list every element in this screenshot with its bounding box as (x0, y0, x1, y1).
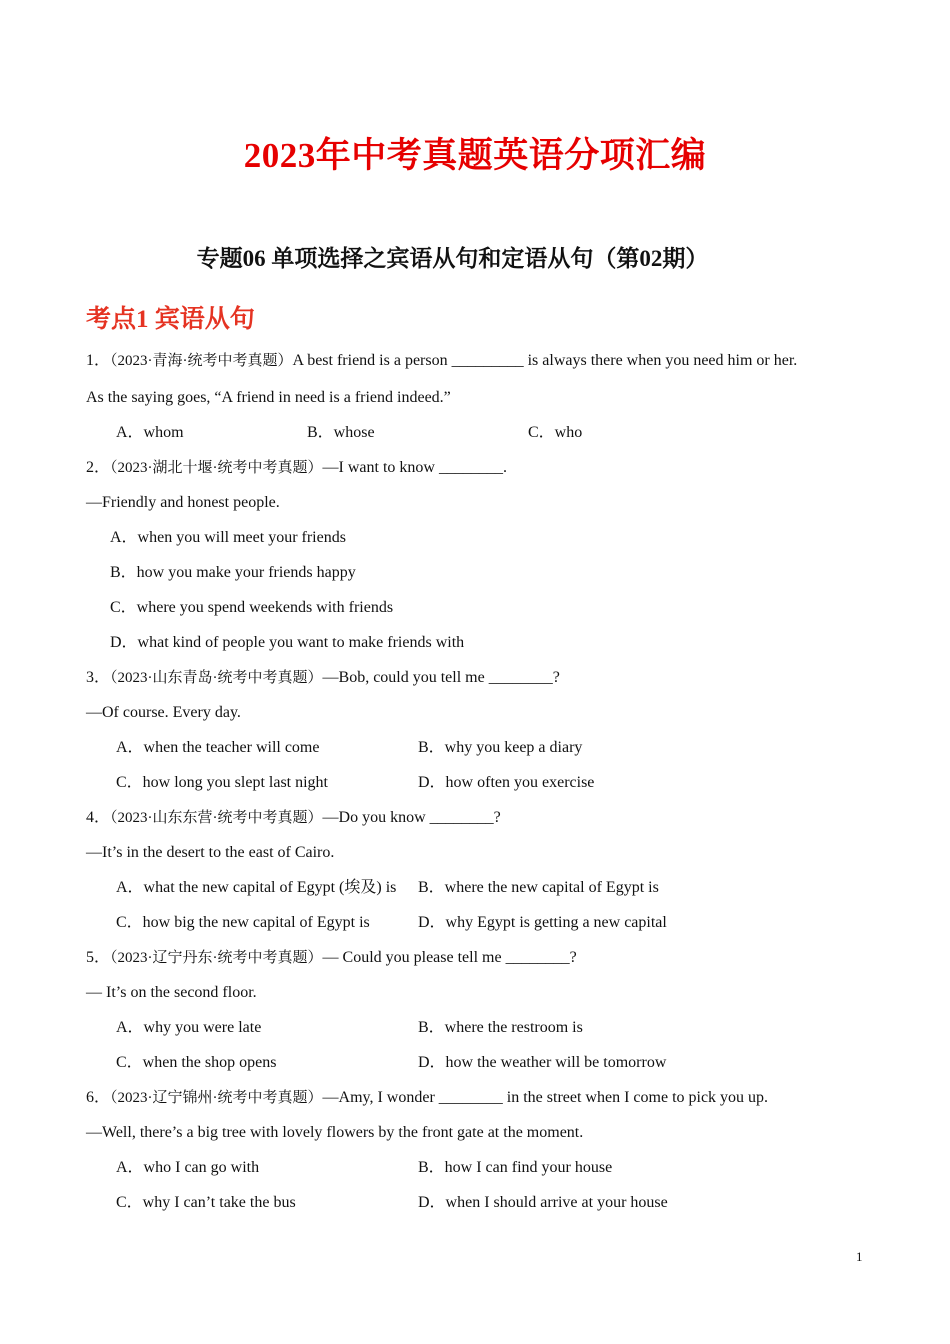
option-2b: B．how you make your friends happy (110, 564, 356, 581)
document-title: 2023年中考真题英语分项汇编 (243, 136, 707, 175)
document-subtitle: 专题06 单项选择之宾语从句和定语从句（第02期） (196, 246, 709, 271)
option-6a: A．who I can go with (116, 1159, 260, 1176)
option-5c: C．when the shop opens (116, 1054, 277, 1071)
option-4c: C．how big the new capital of Egypt is (116, 914, 370, 931)
question-5-line2: — It’s on the second floor. (86, 984, 257, 1001)
section-heading: 考点1 宾语从句 (86, 306, 255, 333)
question-2: 2．（2023·湖北十堰·统考中考真题）—I want to know ________. (86, 459, 507, 476)
page-number: 1 (856, 1249, 863, 1264)
option-4a: A．what the new capital of Egypt (埃及) is (116, 879, 397, 896)
question-4-line2: —It’s in the desert to the east of Cairo. (86, 844, 335, 861)
question-3-line2: —Of course. Every day. (86, 704, 241, 721)
option-6b: B．how I can find your house (418, 1159, 613, 1176)
option-4b: B．where the new capital of Egypt is (418, 879, 659, 896)
option-5a: A．why you were late (116, 1019, 262, 1036)
option-1b: B．whose (307, 424, 375, 441)
option-6c: C．why I can’t take the bus (116, 1194, 296, 1211)
option-6d: D．when I should arrive at your house (418, 1194, 668, 1211)
question-3: 3．（2023·山东青岛·统考中考真题）—Bob, could you tell me ________? (86, 669, 560, 686)
option-3c: C．how long you slept last night (116, 774, 329, 791)
question-6: 6．（2023·辽宁锦州·统考中考真题）—Amy, I wonder ________ in the street when I come to pick you up. (86, 1089, 769, 1106)
question-5: 5．（2023·辽宁丹东·统考中考真题）— Could you please tell me ________? (86, 949, 577, 966)
question-1: 1．（2023·青海·统考中考真题）A best friend is a person _________ is always there when you need him or her. (86, 352, 798, 369)
option-2a: A．when you will meet your friends (110, 529, 346, 546)
question-6-line2: —Well, there’s a big tree with lovely flowers by the front gate at the moment. (86, 1124, 584, 1141)
option-3b: B．why you keep a diary (418, 739, 583, 756)
question-4: 4．（2023·山东东营·统考中考真题）—Do you know ________? (86, 809, 501, 826)
question-1-line2: As the saying goes, “A friend in need is a friend indeed.” (86, 389, 451, 406)
option-2c: C．where you spend weekends with friends (110, 599, 394, 616)
option-3a: A．when the teacher will come (116, 739, 320, 756)
option-2d: D．what kind of people you want to make friends with (110, 634, 465, 651)
option-5d: D．how the weather will be tomorrow (418, 1054, 667, 1071)
option-5b: B．where the restroom is (418, 1019, 583, 1036)
option-1c: C．who (528, 424, 583, 441)
option-4d: D．why Egypt is getting a new capital (418, 914, 667, 931)
question-2-line2: —Friendly and honest people. (86, 494, 280, 511)
option-3d: D．how often you exercise (418, 774, 595, 791)
option-1a: A．whom (116, 424, 184, 441)
